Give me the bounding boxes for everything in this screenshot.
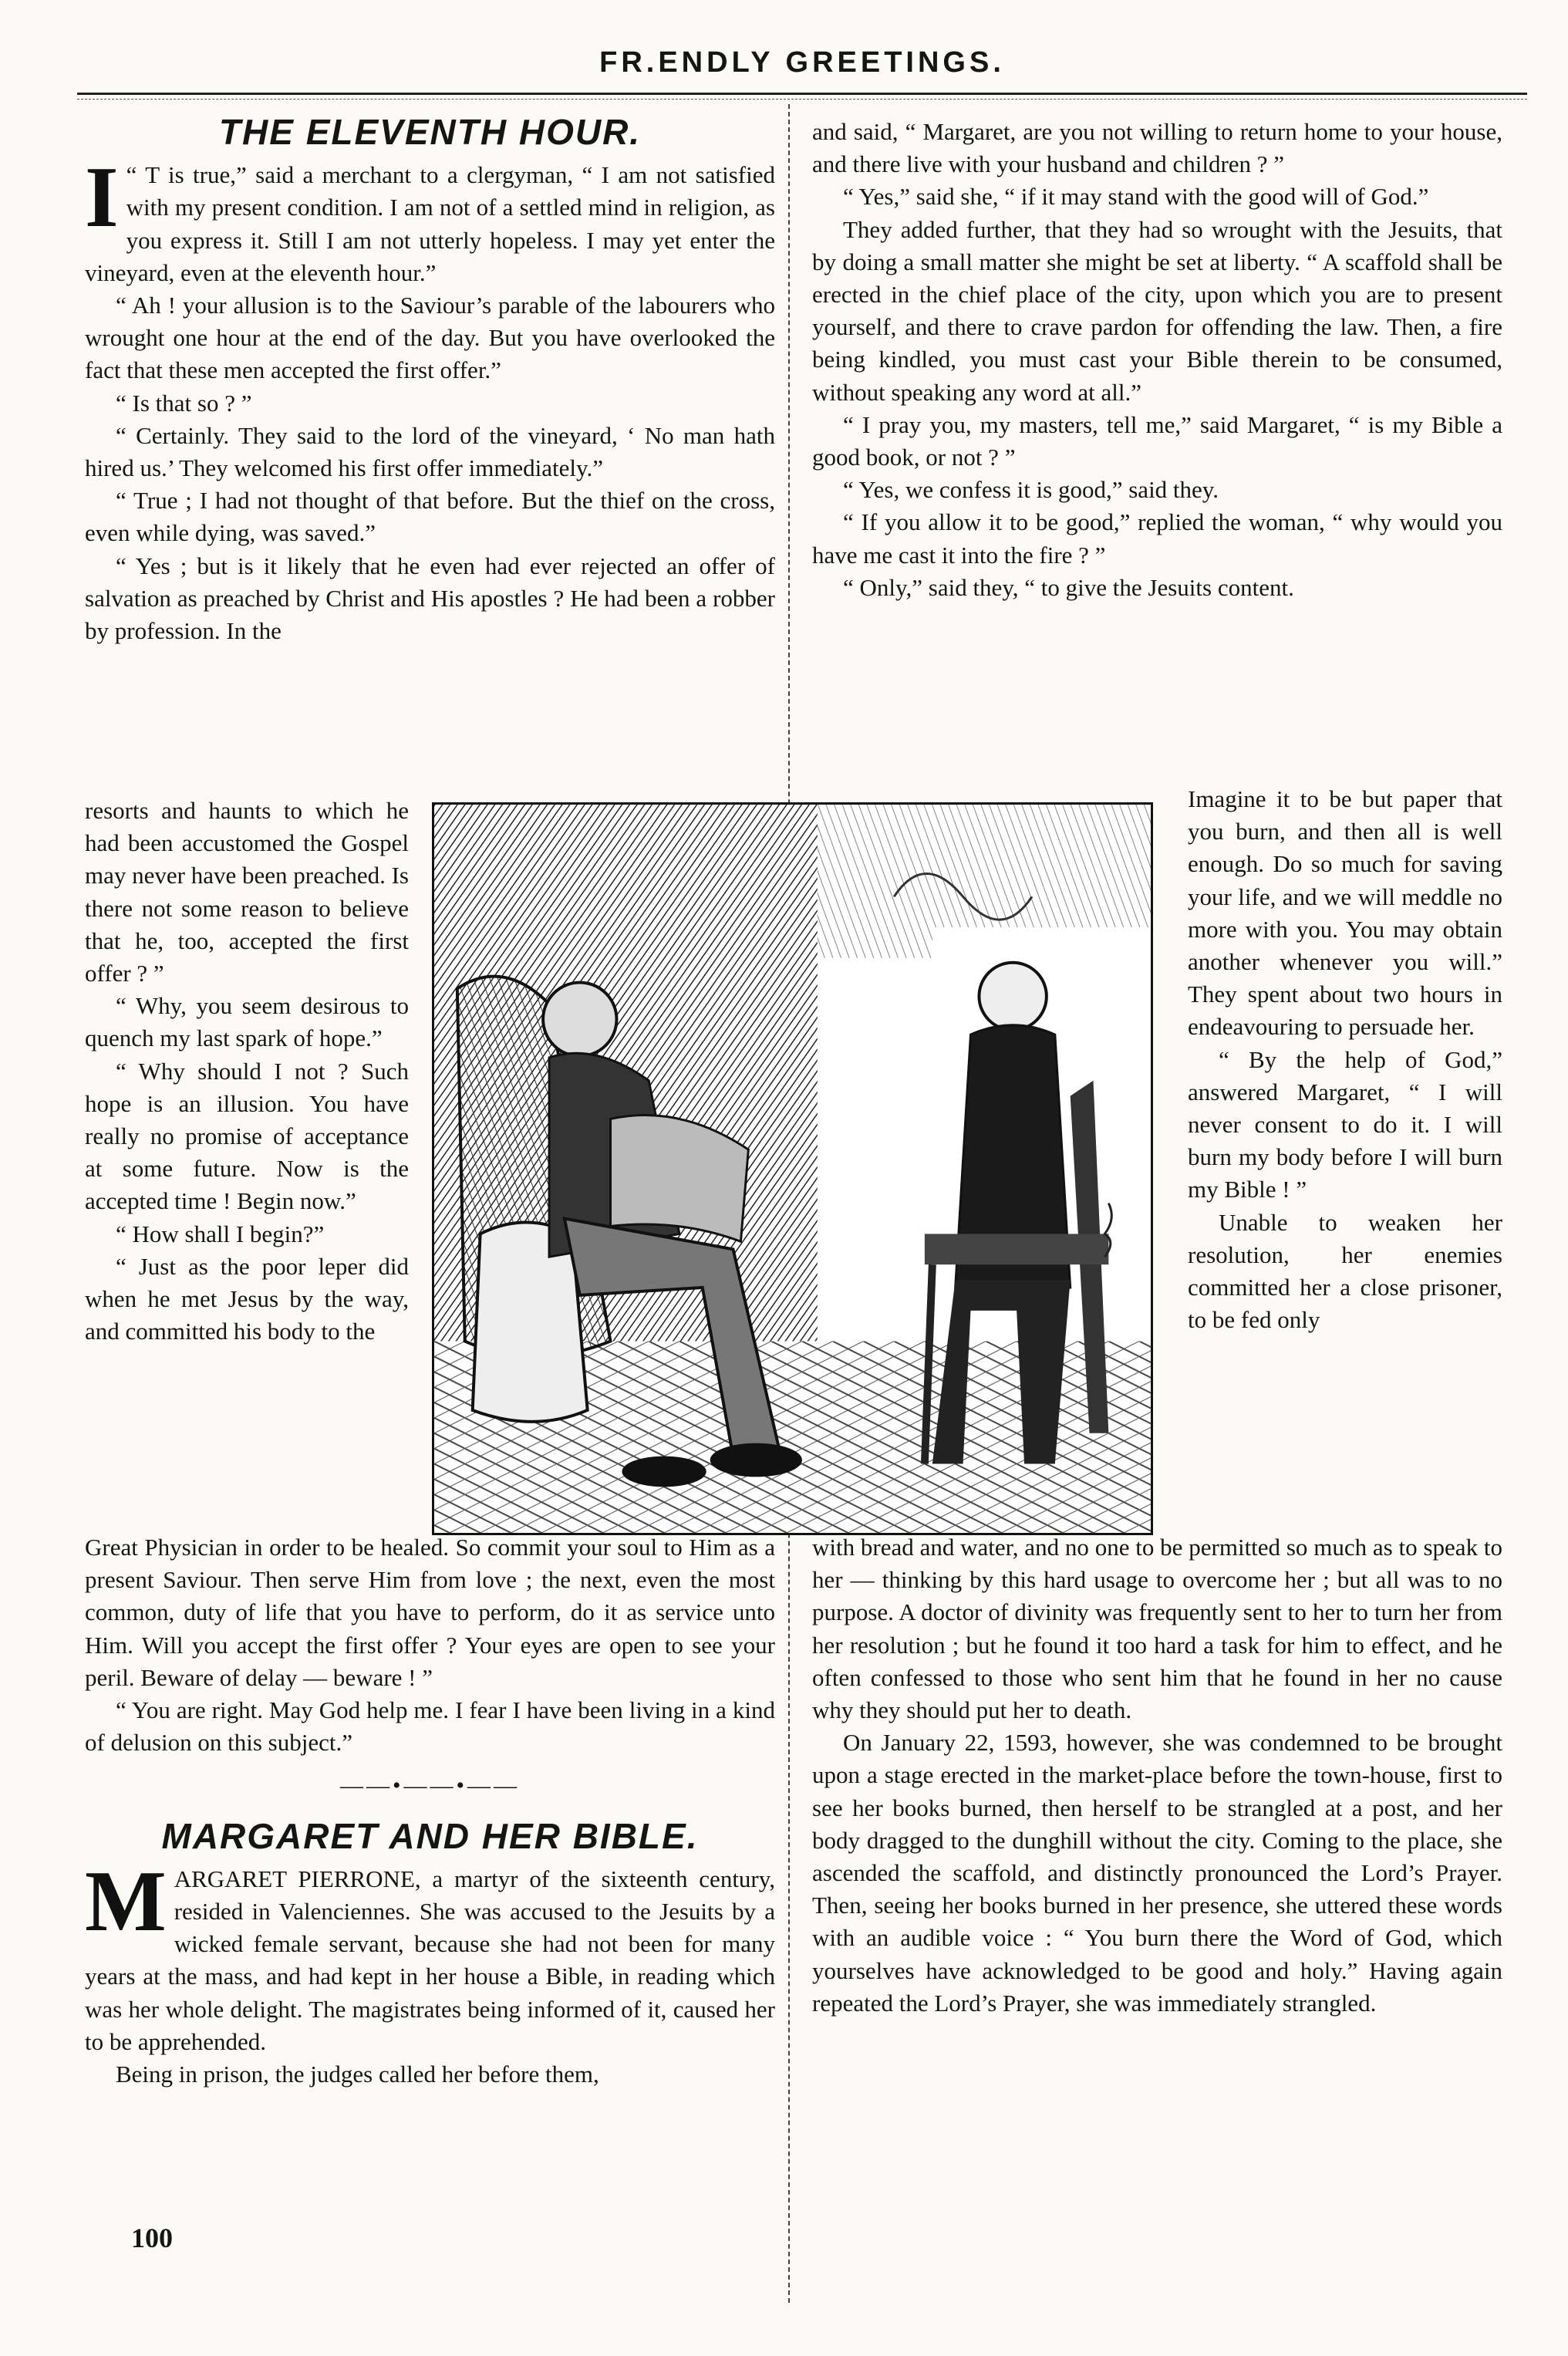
paragraph: “ Certainly. They said to the lord of the vineyard, ‘ No man hath hired us.’ They welcomed his first offer immediately.” [85,421,775,482]
paragraph: and said, “ Margaret, are you not willing to return home to your house, and there live with your husband and children ? ” [812,118,1502,178]
paragraph: “ Only,” said they, “ to give the Jesuits content. [843,573,1294,601]
paragraph: “ Is that so ? ” [116,389,252,417]
drop-cap-initial: M [85,1853,167,1949]
paragraph: On January 22, 1593, however, she was condemned to be brought upon a stage erected in the market-place before the town-house, first to see her books burned, then herself to be strangled at a post, and her body dragged to the dunghill without the city. Coming to the place, she ascended the scaffold, and distinctly pronounced the Lord’s Prayer. Then, seeing her books burned in her presence, she uttered these words with an audible voice : “ You burn there the Word of God, which yourselves have acknowledged to be good and holy.” Having again repeated the Lord’s Prayer, she was immediately strangled. [812,1729,1502,2017]
page-number: 100 [131,2223,173,2253]
paragraph: “ Why, you seem desirous to quench my last spark of hope.” [85,992,409,1052]
paragraph: “ Yes,” said she, “ if it may stand with the good will of God.” [843,183,1429,211]
paragraph: “ Yes ; but is it likely that he even had ever rejected an offer of salvation as preached by Christ and His apostles ? He had been a robber by profession. In the [85,552,775,645]
paragraph: MARGARET PIERRONE, a martyr of the sixteenth century, resided in Valenciennes. She was accused to the Jesuits by a wicked female servant, because she had not been for many years at the mass, and had kept in her house a Bible, in reading which was her whole delight. The magistrates being informed of it, caused her to be apprehended. [85,1853,775,2055]
article-margaret-right-top [812,116,1502,604]
paragraph: Imagine it to be but paper that you burn, and then all is well enough. Do so much for saving your life, and we will meddle no more with you. You may obtain another whenever you will.” They spent about two hours in endeavouring to persuade her. [1188,785,1502,1041]
paragraph: Unable to weaken her resolution, her enemies committed her a close prisoner, to be fed only [1188,1208,1502,1334]
paragraph: “ I pray you, my masters, tell me,” said Margaret, “ is my Bible a good book, or not ? ” [812,410,1502,471]
header-rule [77,93,1527,95]
article-margaret-right-narrow [1188,783,1502,1336]
paragraph: “ How shall I begin?” [116,1220,325,1247]
paragraph: “ If you allow it to be good,” replied the woman, “ why would you have me cast it into the fire ? ” [812,508,1502,569]
article-margaret-right-bottom [812,1531,1502,2020]
paragraph: “ Just as the poor leper did when he met Jesus by the way, and committed his body to the [85,1252,409,1345]
paragraph: They added further, that they had so wrought with the Jesuits, that by doing a small matter she might be set at liberty. “ A scaffold shall be erected in the chief place of the city, upon which you are to present yourself, and there to crave pardon for offending the law. Then, a fire being kindled, you must cast your Bible therein to be consumed, without speaking any word at all.” [812,215,1502,406]
martyr-name: ARGARET PIERRONE, [174,1865,421,1892]
paragraph: Great Physician in order to be healed. So commit your soul to Him as a present Saviour. Then serve Him from love ; the next, even the most common, duty of life that you have to perform, do it as service unto Him. Will you accept the first offer ? Your eyes are open to see your peril. Beware of delay — beware ! ” [85,1534,775,1691]
engraving-illustration [432,802,1153,1535]
paragraph: “ Yes, we confess it is good,” said they. [843,476,1219,504]
paragraph: “ You are right. May God help me. I fear I have been living in a kind of delusion on this subject.” [85,1696,775,1757]
paragraph: “ Why should I not ? Such hope is an illusion. You have really no promise of acceptance at some future. Now is the accepted time ! Begin now.” [85,1057,409,1215]
paragraph: “ By the help of God,” answered Margaret, “ I will never consent to do it. I will burn my body before I will burn my Bible ! ” [1188,1045,1502,1203]
drop-cap-initial: I [85,150,119,246]
article-continuation-left [85,1531,775,2091]
paragraph: resorts and haunts to which he had been accustomed the Gospel may never have been preached. Is there not some reason to believe that he, too, accepted the first offer ? ” [85,797,409,987]
section-ornament: ——•——•—— [339,1773,520,1799]
header-rule-dashed [77,99,1527,100]
paragraph: “ True ; I had not thought of that before. But the thief on the cross, even while dying, was saved.” [85,487,775,547]
article-title-eleventh-hour: THE ELEVENTH HOUR. [218,112,642,152]
running-header: FR.ENDLY GREETINGS. [599,46,1005,79]
paragraph: Being in prison, the judges called her before them, [116,2061,599,2088]
article-eleventh-hour-narrow [85,795,409,1348]
engraving-two-men-icon [434,805,1151,1533]
paragraph: I “ T is true,” said a merchant to a clergyman, “ I am not satisfied with my present condition. I am not of a settled mind in religion, as you express it. Still I am not utterly hopeless. I may yet enter the vineyard, even at the eleventh hour.” [85,150,775,286]
paragraph: “ Ah ! your allusion is to the Saviour’s parable of the labourers who wrought one hour at the end of the day. But you have overlooked the fact that these men accepted the first offer.” [85,292,775,384]
article-title-margaret: MARGARET AND HER BIBLE. [161,1815,699,1856]
paragraph: with bread and water, and no one to be permitted so much as to speak to her — thinking by this hard usage to overcome her ; but all was to no purpose. A doctor of divinity was frequently sent to her to turn her from her resolution ; but he found it too hard a task for him to effect, and he often confessed to those who sent him that he found in her no cause why they should put her to death. [812,1534,1502,1724]
article-eleventh-hour-top [85,112,775,647]
